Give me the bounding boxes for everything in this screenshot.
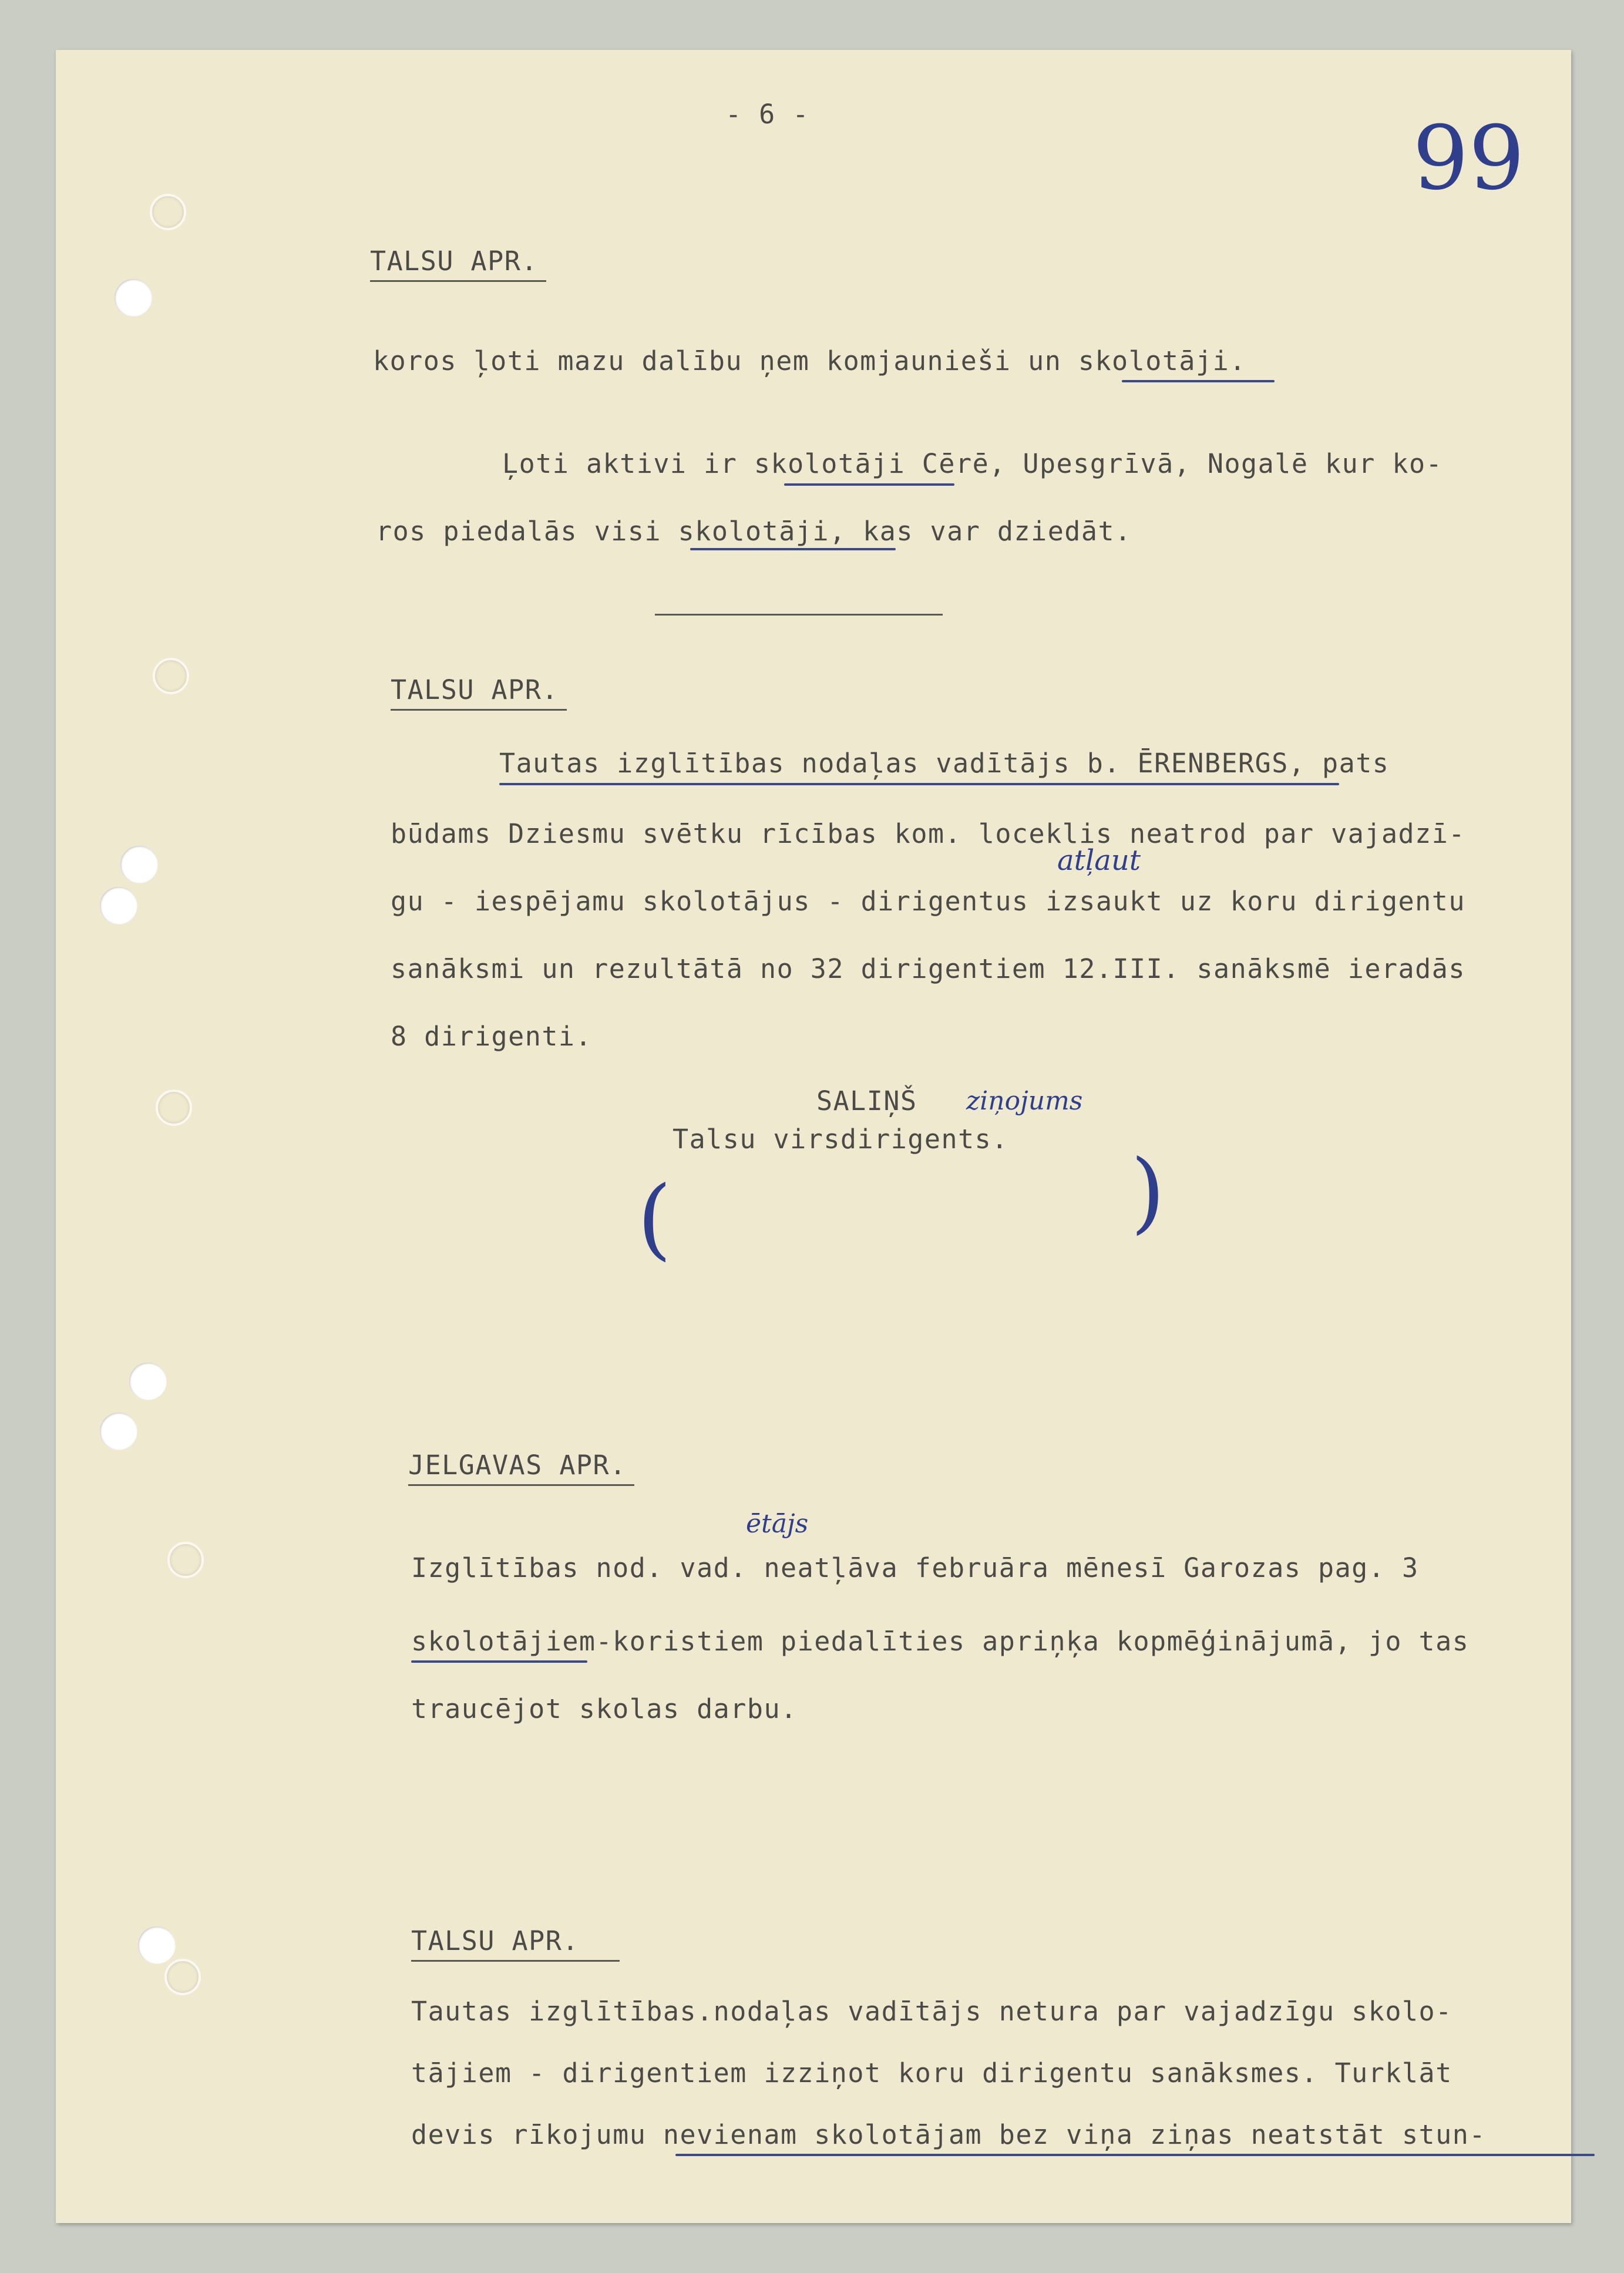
handwritten-parenthesis-right: ) bbox=[1131, 1141, 1165, 1243]
embossed-mark bbox=[164, 1959, 201, 1995]
handwritten-note: ziņojums bbox=[966, 1086, 1083, 1116]
punch-hole bbox=[138, 1926, 176, 1964]
text-line: tājiem - dirigentiem izziņot koru dirigentu sanāksmes. Turklāt bbox=[411, 2057, 1452, 2089]
section-heading: TALSU APR. bbox=[391, 674, 559, 705]
text-line: traucējot skolas darbu. bbox=[411, 1693, 798, 1724]
text-line: 8 dirigenti. bbox=[391, 1021, 593, 1052]
pencil-underline bbox=[690, 548, 896, 550]
text-line: koros ļoti mazu dalību ņem komjaunieši un skolotāji. bbox=[373, 345, 1246, 376]
document-page bbox=[56, 50, 1571, 2223]
embossed-mark bbox=[167, 1542, 204, 1578]
text-line: būdams Dziesmu svētku rīcības kom. loceklis neatrod par vajadzī- bbox=[391, 818, 1465, 849]
punch-hole bbox=[100, 887, 137, 924]
pencil-underline bbox=[675, 2154, 1595, 2156]
text-line: Izglītības nod. vad. neatļāva februāra mēnesī Garozas pag. 3 bbox=[411, 1552, 1419, 1583]
embossed-mark bbox=[153, 658, 189, 694]
heading-underline bbox=[411, 1960, 620, 1962]
pencil-underline bbox=[784, 483, 954, 486]
punch-hole bbox=[129, 1363, 167, 1400]
section-heading: TALSU APR. bbox=[370, 246, 538, 277]
punch-hole bbox=[115, 279, 152, 317]
text-line: sanāksmi un rezultātā no 32 dirigentiem 12.III. sanāksmē ieradās bbox=[391, 953, 1465, 984]
page-number: - 6 - bbox=[725, 99, 809, 130]
punch-hole bbox=[120, 846, 158, 883]
text-line: Tautas izglītības nodaļas vadītājs b. ĒRENBERGS, pats bbox=[499, 748, 1390, 779]
text-line: ros piedalās visi skolotāji, kas var dziedāt. bbox=[376, 516, 1132, 547]
heading-underline bbox=[370, 280, 546, 282]
text-line: Ļoti aktivi ir skolotāji Cērē, Upesgrīvā, Nogalē kur ko- bbox=[502, 448, 1443, 479]
pencil-underline bbox=[1122, 380, 1275, 382]
section-divider bbox=[655, 614, 943, 616]
handwritten-insertion: atļaut bbox=[1057, 844, 1141, 877]
handwritten-parenthesis-left: ( bbox=[637, 1168, 672, 1270]
section-heading: TALSU APR. bbox=[411, 1925, 579, 1956]
handwritten-insertion: ētājs bbox=[746, 1509, 809, 1539]
embossed-mark bbox=[150, 194, 186, 230]
heading-underline bbox=[408, 1484, 634, 1486]
text-line: devis rīkojumu nevienam skolotājam bez viņa ziņas neatstāt stun- bbox=[411, 2119, 1486, 2150]
text-line: skolotājiem-koristiem piedalīties apriņķa kopmēģinājumā, jo tas bbox=[411, 1626, 1470, 1657]
embossed-mark bbox=[156, 1090, 192, 1126]
signature-title: Talsu virsdirigents. bbox=[673, 1124, 1008, 1155]
heading-underline bbox=[391, 709, 567, 711]
punch-hole bbox=[100, 1413, 137, 1450]
text-line: Tautas izglītības.nodaļas vadītājs netura par vajadzīgu skolo- bbox=[411, 1996, 1452, 2027]
pencil-underline bbox=[499, 783, 1339, 785]
pencil-underline bbox=[411, 1660, 587, 1663]
section-heading: JELGAVAS APR. bbox=[408, 1450, 627, 1481]
folio-number: 99 bbox=[1413, 107, 1525, 210]
signature-name: SALIŅŠ bbox=[816, 1085, 917, 1117]
text-line: gu - iespējamu skolotājus - dirigentus izsaukt uz koru dirigentu bbox=[391, 886, 1465, 917]
